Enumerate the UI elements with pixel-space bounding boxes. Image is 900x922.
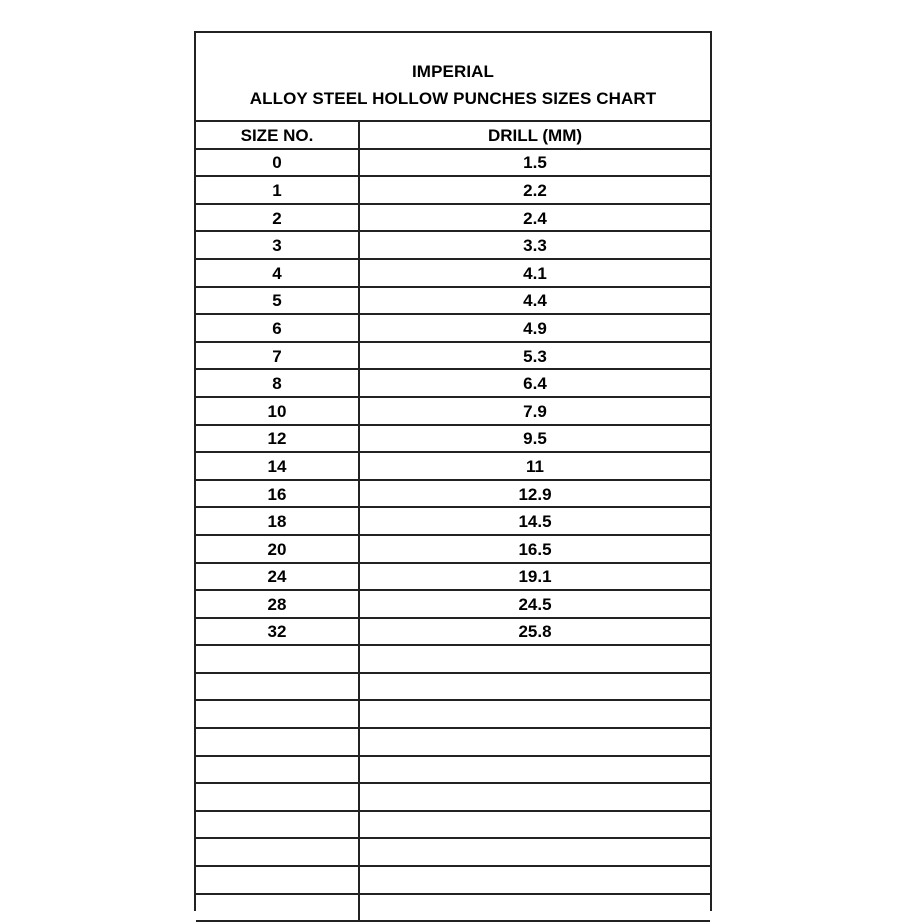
table-row bbox=[196, 508, 710, 536]
drill-cell bbox=[360, 867, 710, 893]
drill-cell bbox=[360, 674, 710, 700]
size-cell bbox=[196, 784, 360, 810]
size-cell: 12 bbox=[196, 426, 360, 452]
table-row bbox=[196, 564, 710, 592]
drill-cell: 9.5 bbox=[523, 429, 547, 449]
size-cell bbox=[196, 674, 360, 700]
size-cell: 1 bbox=[196, 177, 360, 203]
table-row bbox=[196, 177, 710, 205]
drill-cell: 11 bbox=[526, 456, 544, 476]
table-row bbox=[196, 839, 710, 867]
table-row bbox=[196, 232, 710, 260]
drill-cell: 7.9 bbox=[523, 401, 547, 421]
size-cell bbox=[196, 646, 360, 672]
table-row bbox=[196, 729, 710, 757]
drill-cell bbox=[360, 646, 710, 672]
drill-cell: 1.5 bbox=[523, 153, 547, 173]
table-row bbox=[196, 481, 710, 509]
table-title-block bbox=[196, 33, 710, 122]
table-row bbox=[196, 646, 710, 674]
drill-cell: 3.3 bbox=[523, 236, 547, 256]
drill-cell bbox=[360, 839, 710, 865]
drill-cell bbox=[360, 784, 710, 810]
table-row bbox=[196, 288, 710, 316]
drill-cell bbox=[360, 701, 710, 727]
table-row bbox=[196, 619, 710, 647]
table-title-line2: ALLOY STEEL HOLLOW PUNCHES SIZES CHART bbox=[249, 89, 657, 108]
drill-cell: 5.3 bbox=[523, 346, 547, 366]
table-header-row bbox=[196, 122, 710, 150]
size-cell: 8 bbox=[196, 370, 360, 396]
size-cell: 20 bbox=[196, 536, 360, 562]
size-chart-table bbox=[194, 31, 712, 911]
drill-cell: 2.2 bbox=[523, 180, 547, 200]
table-row bbox=[196, 205, 710, 233]
size-cell: 2 bbox=[196, 205, 360, 231]
size-cell bbox=[196, 839, 360, 865]
table-row bbox=[196, 701, 710, 729]
table-row bbox=[196, 398, 710, 426]
drill-cell bbox=[360, 757, 710, 783]
size-cell: 24 bbox=[196, 564, 360, 590]
size-cell: 14 bbox=[196, 453, 360, 479]
size-cell bbox=[196, 895, 360, 921]
table-row bbox=[196, 426, 710, 454]
drill-cell: 6.4 bbox=[523, 374, 547, 394]
table-row bbox=[196, 757, 710, 785]
size-cell: 18 bbox=[196, 508, 360, 534]
drill-cell bbox=[360, 895, 710, 921]
table-row bbox=[196, 260, 710, 288]
size-cell: 5 bbox=[196, 288, 360, 314]
drill-cell: 4.1 bbox=[523, 263, 547, 283]
table-row bbox=[196, 784, 710, 812]
size-cell bbox=[196, 812, 360, 838]
drill-cell: 24.5 bbox=[518, 594, 552, 614]
size-cell: 7 bbox=[196, 343, 360, 369]
size-cell: 28 bbox=[196, 591, 360, 617]
table-row bbox=[196, 370, 710, 398]
size-cell bbox=[196, 729, 360, 755]
drill-cell: 2.4 bbox=[523, 208, 547, 228]
drill-cell: 14.5 bbox=[518, 512, 552, 532]
drill-cell: 4.9 bbox=[523, 318, 547, 338]
drill-cell bbox=[360, 812, 710, 838]
table-title-line1: IMPERIAL bbox=[411, 62, 495, 81]
drill-column-header: DRILL (MM) bbox=[487, 125, 583, 145]
drill-cell: 12.9 bbox=[518, 484, 552, 504]
drill-cell bbox=[360, 729, 710, 755]
size-cell: 3 bbox=[196, 232, 360, 258]
size-cell: 16 bbox=[196, 481, 360, 507]
table-row bbox=[196, 812, 710, 840]
size-cell bbox=[196, 701, 360, 727]
table-row bbox=[196, 453, 710, 481]
size-cell bbox=[196, 757, 360, 783]
size-cell bbox=[196, 867, 360, 893]
table-row bbox=[196, 343, 710, 371]
table-row bbox=[196, 895, 710, 922]
table-row bbox=[196, 867, 710, 895]
size-cell: 4 bbox=[196, 260, 360, 286]
table-row bbox=[196, 536, 710, 564]
size-column-header: SIZE NO. bbox=[196, 122, 360, 148]
size-cell: 6 bbox=[196, 315, 360, 341]
drill-cell: 16.5 bbox=[518, 539, 552, 559]
table-row bbox=[196, 315, 710, 343]
size-cell: 0 bbox=[196, 150, 360, 176]
drill-cell: 25.8 bbox=[518, 622, 552, 642]
table-row bbox=[196, 150, 710, 178]
size-cell: 32 bbox=[196, 619, 360, 645]
table-body bbox=[196, 150, 710, 922]
drill-cell: 4.4 bbox=[523, 291, 547, 311]
table-row bbox=[196, 591, 710, 619]
table-row bbox=[196, 674, 710, 702]
size-cell: 10 bbox=[196, 398, 360, 424]
drill-cell: 19.1 bbox=[518, 567, 552, 587]
